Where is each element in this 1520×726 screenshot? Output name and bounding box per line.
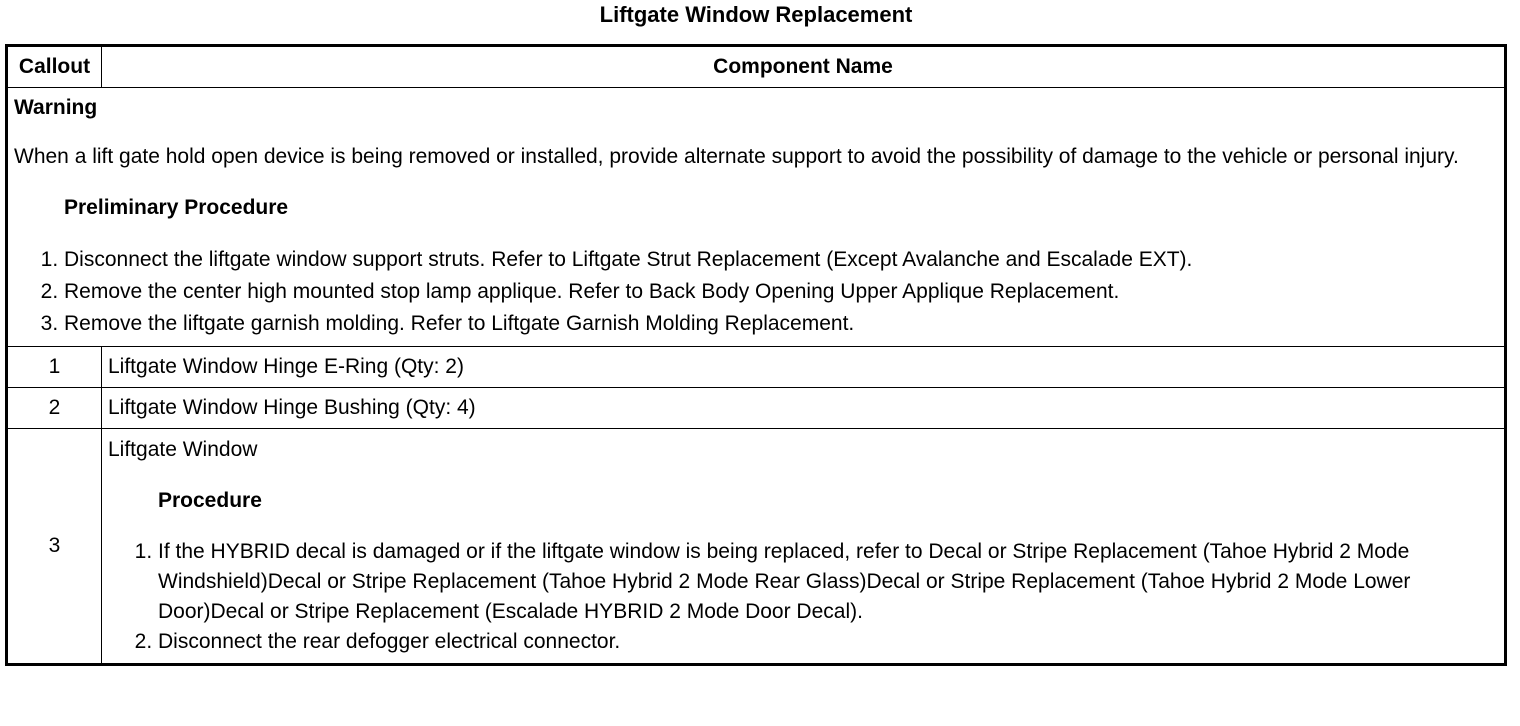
preliminary-steps [14, 244, 1498, 340]
procedure-heading: Procedure [158, 489, 262, 512]
table-header-row [7, 46, 1506, 88]
list-item: 1. If the HYBRID decal is damaged or if the liftgate window is being replaced, refer to Decal or Stripe Replacement (Tahoe Hybrid 2 Mode Windshield)Decal or Stripe Replacement (Tahoe Hybrid 2 Mode Rear Glass)Decal or Stripe Replacement (Tahoe Hybrid 2 Mode Lower Door)Decal or Stripe Replacement (Escalade HYBRID 2 Mode Door Decal). [158, 537, 1498, 627]
component-name: Liftgate Window [108, 438, 258, 461]
warning-label: Warning [14, 96, 98, 119]
table-row [7, 429, 1506, 665]
header-component-name: Component Name [102, 46, 1506, 88]
list-item: 2. Disconnect the rear defogger electrical connector. [158, 627, 1498, 657]
header-callout: Callout [7, 46, 102, 88]
component-name-cell: Liftgate Window Hinge E-Ring (Qty: 2) [102, 347, 1506, 388]
list-item: 3. Remove the liftgate garnish molding. Refer to Liftgate Garnish Molding Replacement. [64, 308, 1498, 340]
component-name-cell [102, 429, 1506, 665]
page-title: Liftgate Window Replacement [599, 2, 913, 27]
callout-cell: 2 [7, 388, 102, 429]
warning-cell [7, 88, 1506, 347]
callout-cell: 3 [7, 429, 102, 665]
list-item: 1. Disconnect the liftgate window support struts. Refer to Liftgate Strut Replacement (Except Avalanche and Escalade EXT). [64, 244, 1498, 276]
warning-row [7, 88, 1506, 347]
callout-cell: 1 [7, 347, 102, 388]
procedure-steps [108, 537, 1498, 657]
table-row [7, 388, 1506, 429]
warning-text: When a lift gate hold open device is being removed or installed, provide alternate support to avoid the possibility of damage to the vehicle or personal injury. [14, 145, 1459, 168]
list-item: 2. Remove the center high mounted stop lamp applique. Refer to Back Body Opening Upper Applique Replacement. [64, 276, 1498, 308]
preliminary-heading: Preliminary Procedure [64, 196, 289, 219]
component-table [5, 44, 1507, 666]
component-name-cell: Liftgate Window Hinge Bushing (Qty: 4) [102, 388, 1506, 429]
table-row [7, 347, 1506, 388]
